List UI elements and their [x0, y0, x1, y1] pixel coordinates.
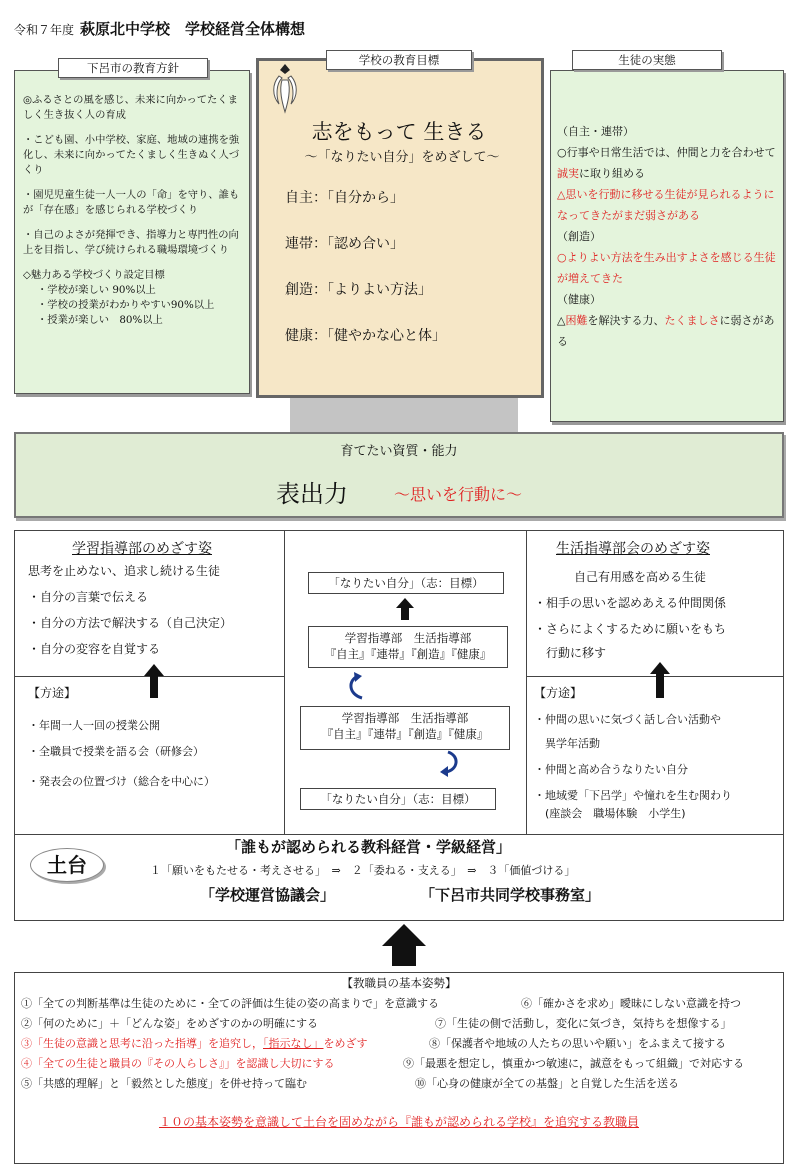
staff-item: ③「生徒の意識と思考に沿った指導」を追究し，「指示なし」をめざす [21, 1037, 368, 1050]
base-label: 土台 [30, 848, 104, 882]
learning-method-title: 【方途】 [28, 686, 77, 700]
life-line: 自己有用感を高める生徒 [574, 570, 707, 584]
status-line: △困難を解決する力、たくましさに弱さがある [557, 314, 775, 348]
base-title: 「誰もが認められる教科経営・学級経営」 [226, 838, 512, 856]
life-method: ・地域愛「下呂学」や憧れを生む関わり [534, 789, 732, 802]
support-arrow-icon [382, 924, 426, 966]
staff-item: ②「何のために」＋「どんな姿」をめざすのかの明確にする [21, 1017, 318, 1030]
banner-sub: 育てたい資質・能力 [340, 444, 458, 459]
policy-box [14, 70, 250, 394]
life-line: ・相手の思いを認めあえる仲間関係 [534, 596, 727, 610]
goal-line: 自主：「自分から」 [285, 190, 404, 206]
staff-item: ⑥「確かさを求め」曖昧にしない意識を持つ [521, 997, 741, 1010]
staff-title: 【教職員の基本姿勢】 [341, 976, 457, 990]
status-line: △思いを行動に移せる生徒が見られるようになってきたがまだ弱さがある [557, 188, 775, 222]
flow-arrow-icon [396, 598, 414, 620]
learning-arrow-icon [144, 664, 164, 698]
goal-line: 創造：「よりよい方法」 [285, 282, 432, 298]
status-line: ○よりよい方法を生み出すよさを感じる生徒が増えてきた [557, 251, 776, 285]
learning-line: ・自分の言葉で伝える [28, 590, 149, 604]
learning-line: 思考を止めない、追求し続ける生徒 [28, 564, 221, 578]
learning-line: ・自分の方法で解決する（自己決定） [28, 616, 233, 630]
learning-method: ・全職員で授業を語る会（研修会） [28, 745, 204, 758]
goal-main: 志をもって 生きる [311, 120, 487, 144]
connector-bar [290, 398, 518, 432]
learning-line: ・自分の変容を自覚する [28, 642, 161, 656]
life-method: ・仲間と高め合うなりたい自分 [534, 763, 688, 776]
life-line: 行動に移す [534, 646, 607, 660]
divider [526, 530, 527, 835]
title-text: 萩原北中学校 学校経営全体構想 [80, 20, 306, 38]
base-office: 「下呂市共同学校事務室」 [420, 886, 601, 904]
life-line: ・さらによくするために願いをもち [534, 622, 727, 636]
base-council: 「学校運営協議会」 [200, 886, 336, 904]
flow-bottom-box: 「なりたい自分」（志：目標） [300, 788, 496, 810]
policy-item: ・こども園、小中学校、家庭、地域の連携を強化し、未来に向かってたくましく生きぬく人づくり [23, 134, 240, 176]
staff-section [14, 972, 784, 1164]
life-method-title: 【方途】 [534, 686, 583, 700]
learning-method: ・発表会の位置づけ（総合を中心に） [28, 775, 215, 788]
banner-main: 表出力 [276, 480, 348, 508]
staff-item: ⑦「生徒の側で活動し，変化に気づき，気持ちを想像する」 [435, 1017, 732, 1030]
life-method: (座談会 職場体験 小学生) [534, 807, 686, 820]
staff-item: ①「全ての判断基準は生徒のために・全ての評価は生徒の姿の高まりで」を意識する [21, 997, 439, 1010]
goal-line: 健康：「健やかな心と体」 [285, 328, 446, 344]
life-arrow-icon [650, 662, 670, 698]
staff-item: ⑨「最悪を想定し，慎重かつ敏速に，誠意をもって組織」で対応する [403, 1057, 744, 1070]
policy-item: ・自己のよさが発揮でき、指導力と専門性の向上を目指し、学び続けられる職場環境づくり [23, 229, 239, 256]
year-label: 令和７年度 [14, 23, 75, 37]
staff-item: ④「全ての生徒と職員の『その人らしさ』」を認識し大切にする [21, 1057, 335, 1070]
staff-item: ⑩「心身の健康が全ての基盤」と自覚した生活を送る [415, 1077, 679, 1090]
life-heading: 生活指導部会のめざす姿 [556, 541, 710, 557]
school-emblem-icon [270, 62, 300, 116]
cycle-arrow-icon [436, 748, 462, 778]
status-line: ○行事や日常生活では、仲間と力を合わせて誠実に取り組める [557, 146, 776, 180]
policy-item: ◎ふるさとの風を感じ、未来に向かってたくましく生き抜く人の育成 [23, 94, 238, 121]
status-tag: 生徒の実態 [572, 50, 722, 70]
learning-method: ・年間一人一回の授業公開 [28, 719, 160, 732]
flow-box-2: 学習指導部 生活指導部 『自主』『連帯』『創造』『健康』 [300, 706, 510, 750]
goal-sub: ～「なりたい自分」をめざして～ [304, 150, 500, 165]
staff-footer: １０の基本姿勢を意識して土台を固めながら『誰もが認められる学校』を追究する教職員 [158, 1115, 639, 1129]
learning-heading: 学習指導部のめざす姿 [72, 541, 212, 557]
policy-item: ・園児児童生徒一人一人の「命」を守り、誰もが「存在感」を感じられる学校づくり [23, 189, 240, 216]
status-line: （自主・連帯） [557, 125, 634, 138]
base-steps: １「願いをもたせる・考えさせる」 ⇒ ２「委ねる・支える」 ⇒ ３「価値づける」 [150, 864, 576, 877]
life-method: 異学年活動 [534, 737, 600, 750]
page-title [14, 18, 305, 39]
banner-red: ～思いを行動に～ [394, 485, 523, 504]
status-line: （健康） [557, 293, 601, 306]
status-box [550, 70, 784, 422]
status-line: （創造） [557, 230, 601, 243]
staff-item: ⑧「保護者や地域の人たちの思いや願い」をふまえて接する [429, 1037, 726, 1050]
goal-title: ◇魅力ある学校づくり設定目標 [23, 269, 165, 281]
goal-tag: 学校の教育目標 [326, 50, 472, 70]
policy-tag: 下呂市の教育方針 [58, 58, 208, 78]
goal-item: ・授業が楽しい 80%以上 [37, 314, 163, 326]
goal-line: 連帯：「認め合い」 [285, 236, 404, 252]
cycle-arrow-icon [344, 670, 368, 702]
staff-item: ⑤「共感的理解」と「毅然とした態度」を併せ持って臨む [21, 1077, 307, 1090]
flow-box-1: 学習指導部 生活指導部 『自主』『連帯』『創造』『健康』 [308, 626, 508, 668]
ability-banner [14, 432, 784, 518]
divider [284, 530, 285, 835]
flow-top-box: 「なりたい自分」（志：目標） [308, 572, 504, 594]
goal-item: ・学校が楽しい 90%以上 [37, 284, 156, 296]
goal-item: ・学校の授業がわかりやすい90%以上 [37, 299, 215, 311]
life-method: ・仲間の思いに気づく話し合い活動や [534, 713, 721, 726]
